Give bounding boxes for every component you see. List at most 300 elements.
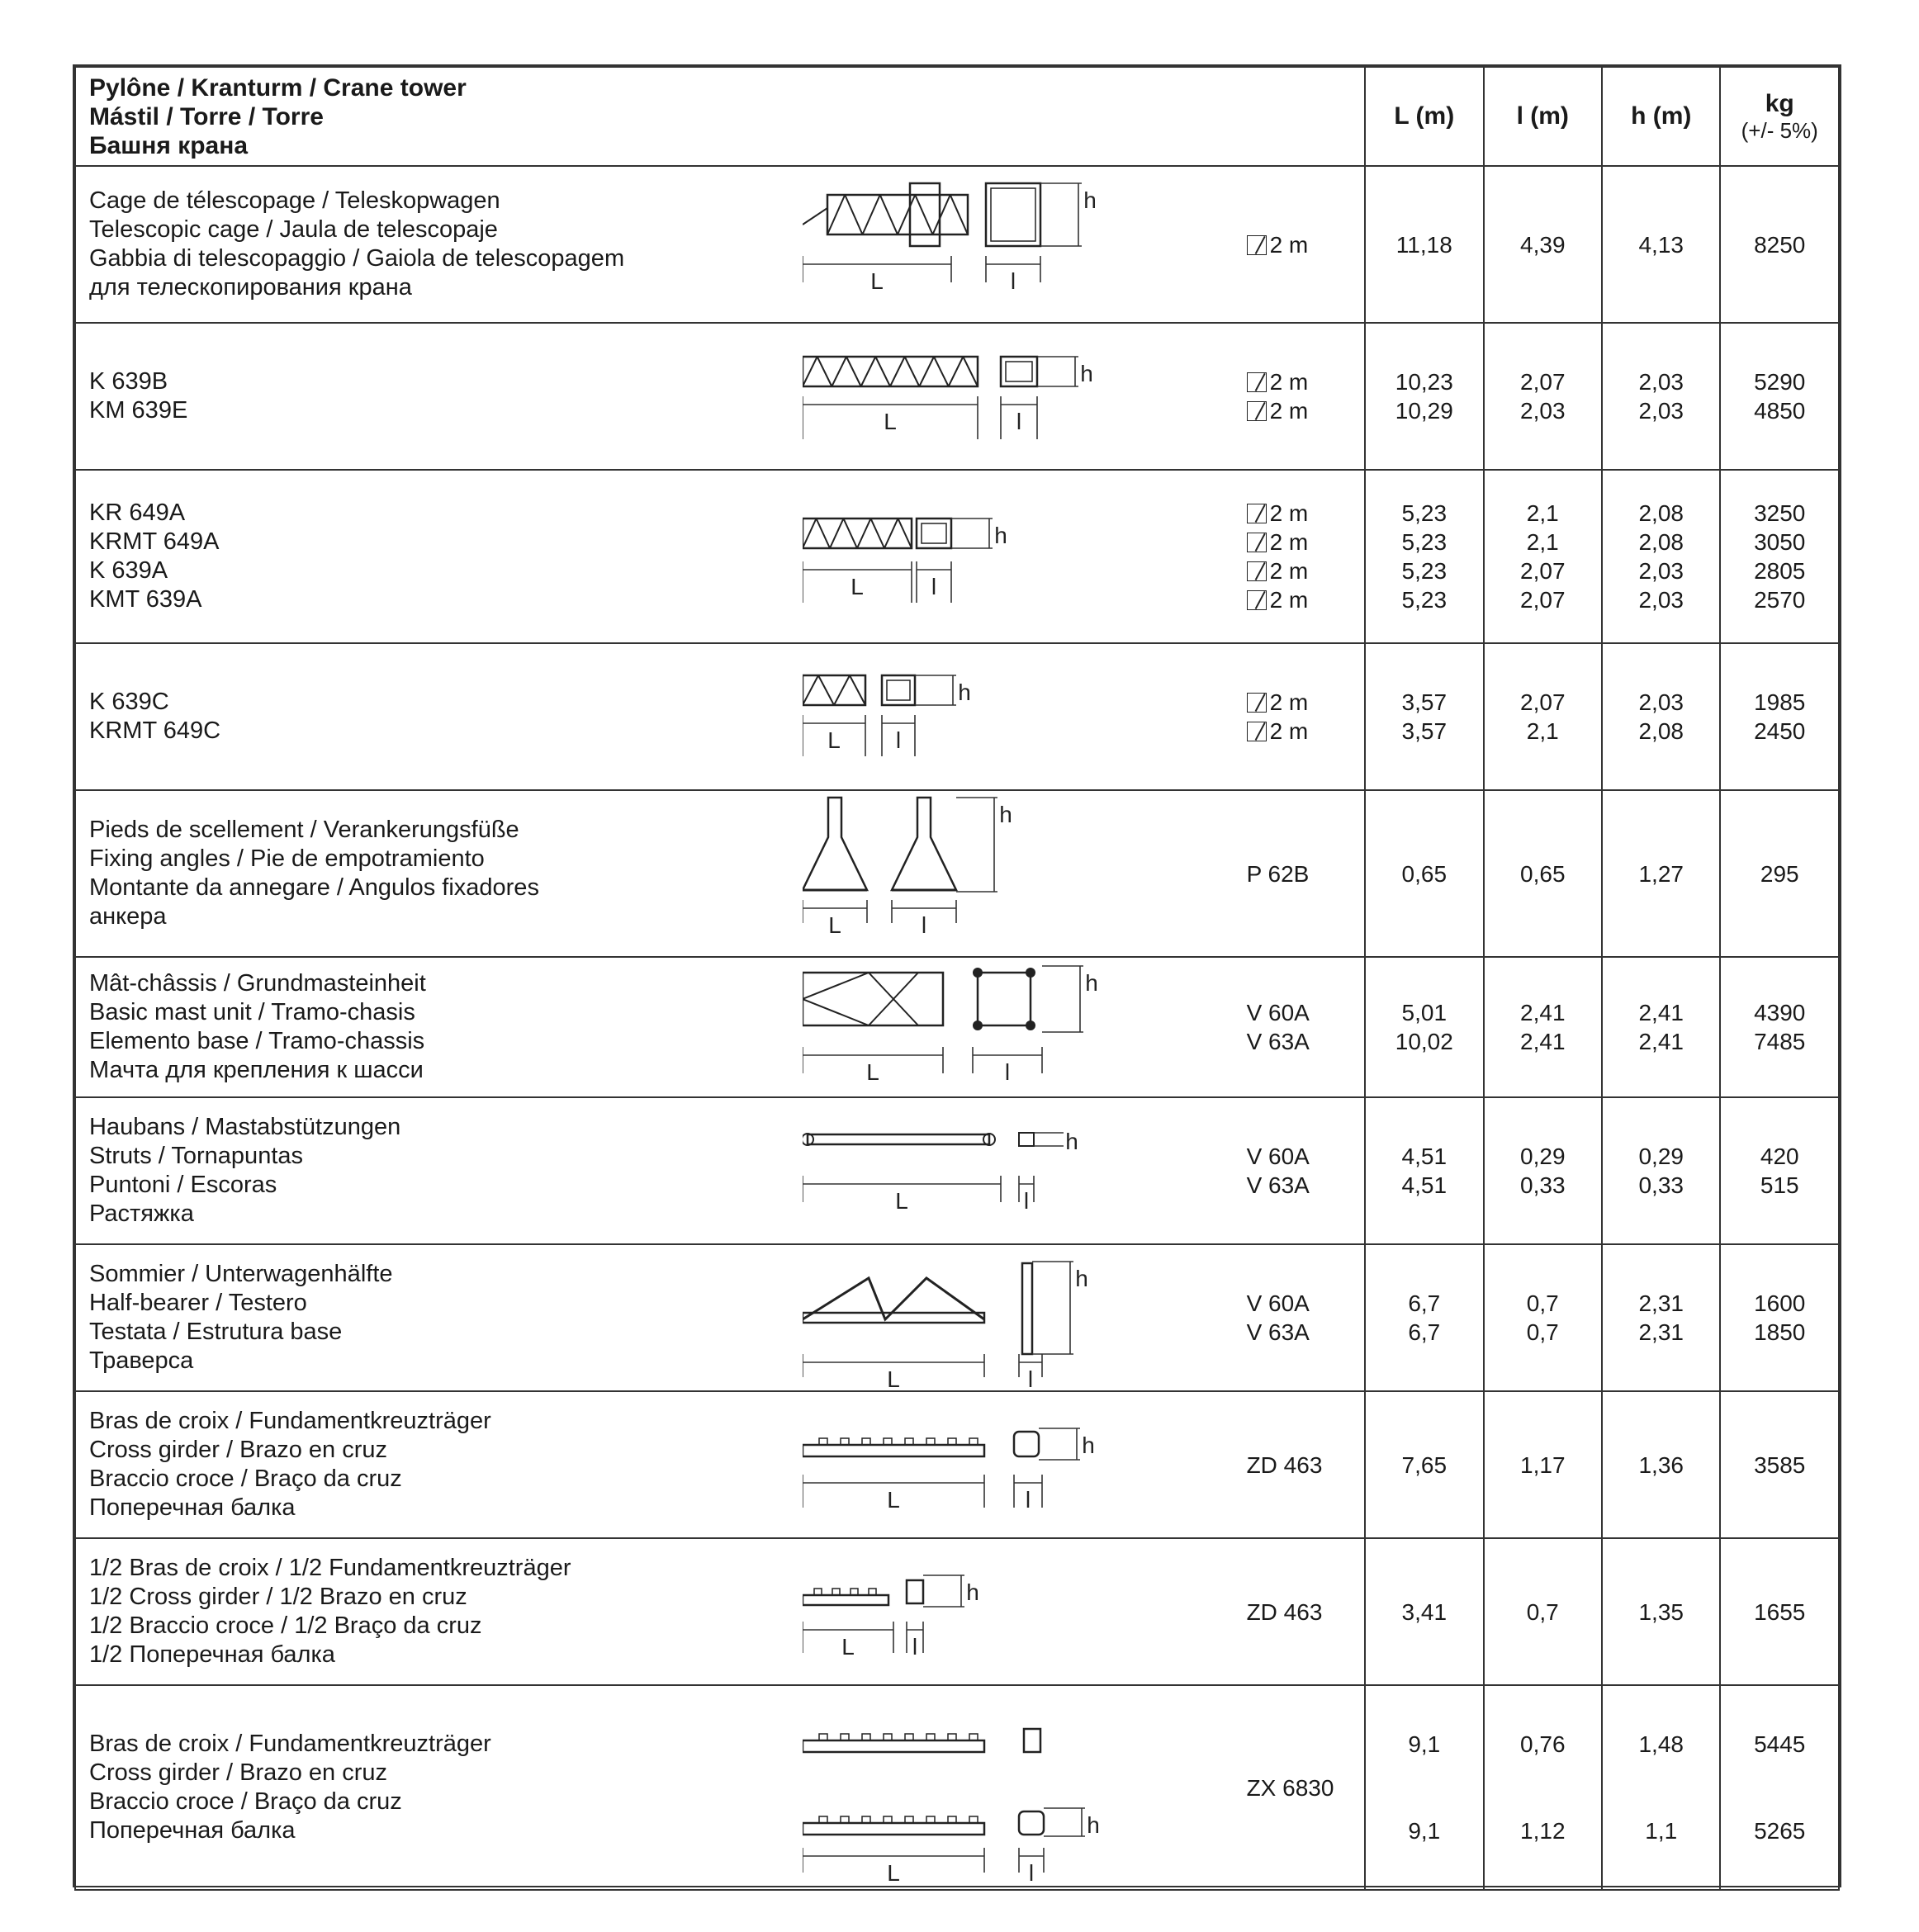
code-line [1247, 556, 1364, 585]
dim-label-L: L [887, 1487, 900, 1513]
description-line: Bras de croix / Fundamentkreuzträger [89, 1408, 491, 1434]
code-line [1247, 1171, 1364, 1200]
value-line: 3585 [1754, 1451, 1806, 1478]
value-line: 0,76 [1520, 1731, 1566, 1757]
code-text: 2 m [1269, 587, 1309, 613]
code-line [1247, 1598, 1364, 1627]
component-drawing [803, 324, 1240, 471]
description-line: K 639A [89, 557, 168, 584]
description-line: KRMT 649A [89, 528, 220, 555]
value-width [1484, 323, 1602, 470]
value-height [1602, 1685, 1720, 1890]
dim-label-h: h [1083, 187, 1097, 213]
description-line: Fixing angles / Pie de empotramiento [89, 845, 485, 872]
component-drawing [803, 167, 1240, 324]
value-line: 2,1 [1526, 718, 1559, 744]
value-line: 5,23 [1401, 587, 1448, 613]
dim-label-L: L [887, 1860, 900, 1886]
value-length [1365, 957, 1483, 1097]
dim-label-h: h [999, 802, 1012, 827]
table-row [75, 1538, 1839, 1685]
component-description [75, 470, 803, 643]
value-weight [1720, 1538, 1839, 1685]
table-row [75, 790, 1839, 957]
code-text: V 60A [1246, 1000, 1310, 1025]
value-line: 5265 [1754, 1818, 1806, 1844]
header-row [75, 67, 1839, 166]
drawing-cell [803, 470, 1245, 643]
component-description [75, 1097, 803, 1244]
value-line: 1,27 [1638, 860, 1684, 887]
code-text: P 62B [1246, 860, 1310, 887]
weight-tolerance: (+/- 5%) [1741, 117, 1818, 143]
dim-label-l: l [1023, 1188, 1030, 1214]
description-line: 1/2 Braccio croce / 1/2 Braço da cruz [89, 1612, 482, 1639]
value-line: 2,07 [1520, 689, 1566, 715]
description-line: Bras de croix / Fundamentkreuzträger [89, 1731, 491, 1757]
component-description [75, 1244, 803, 1391]
row-spacer [1485, 1759, 1601, 1816]
component-description [75, 166, 803, 323]
value-line: 4,51 [1401, 1144, 1448, 1169]
value-length [1365, 166, 1483, 323]
value-line: 8250 [1754, 231, 1806, 258]
value-line: 1,35 [1638, 1598, 1684, 1625]
table-row [75, 1097, 1839, 1244]
model-code [1245, 957, 1365, 1097]
value-length [1365, 1391, 1483, 1538]
description-line: 1/2 Поперечная балка [89, 1641, 335, 1668]
value-length [1365, 1685, 1483, 1890]
value-weight [1720, 1391, 1839, 1538]
table-row [75, 323, 1839, 470]
value-line: 1,36 [1638, 1451, 1684, 1478]
model-code [1245, 1391, 1365, 1538]
description-line: Cage de télescopage / Teleskopwagen [89, 187, 500, 214]
value-line: 1600 [1754, 1290, 1806, 1316]
code-line [1247, 1451, 1364, 1480]
description-line: Struts / Tornapuntas [89, 1143, 304, 1169]
value-length [1365, 323, 1483, 470]
col-header-weight [1720, 67, 1839, 166]
title-line: Mástil / Torre / Torre [89, 102, 324, 130]
section-square-icon [1247, 533, 1267, 552]
dim-label-h: h [1075, 1266, 1088, 1291]
description-line: Gabbia di telescopaggio / Gaiola de telescopagem [89, 245, 625, 272]
dim-label-l: l [912, 1634, 918, 1660]
value-line: 0,33 [1520, 1172, 1566, 1198]
value-line: 3250 [1754, 500, 1806, 526]
dim-label-L: L [828, 912, 841, 938]
row-spacer [1366, 1759, 1482, 1816]
value-line: 2,1 [1526, 529, 1559, 555]
table-row [75, 643, 1839, 790]
component-description [75, 1685, 803, 1890]
dim-label-L: L [866, 1059, 879, 1085]
description-line: Telescopic cage / Jaula de telescopaje [89, 216, 498, 243]
value-line: 3050 [1754, 529, 1806, 555]
row-spacer [1603, 1759, 1719, 1816]
value-line: 7485 [1754, 1029, 1806, 1054]
code-line [1247, 396, 1364, 425]
value-line: 7,65 [1401, 1451, 1448, 1478]
value-line: 0,7 [1526, 1598, 1559, 1625]
dim-label-L: L [827, 727, 841, 753]
value-width [1484, 166, 1602, 323]
value-line: 1,1 [1645, 1818, 1678, 1844]
value-length [1365, 1538, 1483, 1685]
value-line: 10,29 [1395, 398, 1453, 424]
section-square-icon [1247, 372, 1267, 392]
table-row [75, 166, 1839, 323]
value-height [1602, 1391, 1720, 1538]
description-line: 1/2 Cross girder / 1/2 Brazo en cruz [89, 1584, 467, 1610]
value-height [1602, 1244, 1720, 1391]
value-line: 0,65 [1520, 860, 1566, 887]
code-line [1247, 230, 1364, 259]
value-line: 2,03 [1638, 558, 1684, 584]
value-length [1365, 470, 1483, 643]
model-code [1245, 643, 1365, 790]
section-square-icon [1247, 722, 1267, 741]
dim-label-L: L [895, 1188, 908, 1214]
value-line: 0,29 [1520, 1144, 1566, 1169]
value-weight [1720, 790, 1839, 957]
value-line: 6,7 [1408, 1319, 1441, 1345]
value-weight [1720, 1685, 1839, 1890]
dim-label-l: l [1004, 1059, 1011, 1085]
value-line: 10,02 [1395, 1029, 1453, 1054]
code-text: 2 m [1269, 231, 1309, 258]
description-line: Sommier / Unterwagenhälfte [89, 1261, 393, 1287]
value-width [1484, 470, 1602, 643]
description-line: Поперечная балка [89, 1494, 296, 1521]
component-drawing [803, 644, 1240, 791]
value-line: 515 [1760, 1172, 1799, 1198]
component-description [75, 1538, 803, 1685]
model-code [1245, 790, 1365, 957]
value-height [1602, 166, 1720, 323]
value-line: 5,23 [1401, 558, 1448, 584]
description-line: Braccio croce / Braço da cruz [89, 1466, 402, 1492]
description-line: K 639B [89, 368, 168, 395]
drawing-cell [803, 323, 1245, 470]
dim-label-h: h [1080, 361, 1093, 386]
value-line: 2,1 [1526, 500, 1559, 526]
value-line: 2,41 [1638, 1000, 1684, 1025]
description-line: Cross girder / Brazo en cruz [89, 1759, 388, 1786]
dim-label-L: L [884, 409, 897, 434]
component-drawing [803, 1245, 1240, 1392]
description-line: Montante da annegare / Angulos fixadores [89, 874, 539, 901]
section-square-icon [1247, 235, 1267, 255]
table-title [75, 67, 803, 166]
description-line: анкера [89, 903, 167, 930]
value-line: 2,03 [1638, 398, 1684, 424]
value-line: 1655 [1754, 1598, 1806, 1625]
value-height [1602, 323, 1720, 470]
model-code [1245, 1097, 1365, 1244]
value-weight [1720, 643, 1839, 790]
value-line: 2,07 [1520, 369, 1566, 395]
value-line: 2,31 [1638, 1319, 1684, 1345]
code-line [1247, 717, 1364, 746]
component-description [75, 790, 803, 957]
model-code [1245, 1244, 1365, 1391]
model-code [1245, 166, 1365, 323]
model-code [1245, 1685, 1365, 1890]
model-code [1245, 470, 1365, 643]
dim-label-l: l [1016, 409, 1022, 434]
value-height [1602, 957, 1720, 1097]
value-width [1484, 1244, 1602, 1391]
value-width [1484, 790, 1602, 957]
table-row [75, 957, 1839, 1097]
code-text: ZD 463 [1246, 1451, 1323, 1478]
dim-label-h: h [994, 523, 1007, 548]
row-spacer [1721, 1759, 1838, 1816]
value-line: 2,03 [1638, 587, 1684, 613]
value-line: 1,12 [1520, 1818, 1566, 1844]
value-width [1484, 957, 1602, 1097]
value-line: 2,31 [1638, 1290, 1684, 1316]
value-width [1484, 1391, 1602, 1538]
value-line: 0,65 [1401, 860, 1448, 887]
model-code [1245, 323, 1365, 470]
description-line: KRMT 649C [89, 717, 221, 744]
dim-label-L: L [887, 1366, 900, 1392]
value-line: 3,41 [1401, 1598, 1448, 1625]
value-width [1484, 643, 1602, 790]
description-line: Testata / Estrutura base [89, 1319, 343, 1345]
value-length [1365, 790, 1483, 957]
description-line: Haubans / Mastabstützungen [89, 1114, 401, 1140]
code-text: 2 m [1269, 558, 1309, 584]
drawing-cell [803, 957, 1245, 1097]
value-line: 1,17 [1520, 1451, 1566, 1478]
value-line: 2805 [1754, 558, 1806, 584]
value-width [1484, 1685, 1602, 1890]
value-line: 0,7 [1526, 1290, 1559, 1316]
header-blank [1245, 67, 1365, 166]
description-line: Puntoni / Escoras [89, 1172, 277, 1198]
table-row [75, 1244, 1839, 1391]
code-line [1247, 1027, 1364, 1056]
drawing-cell [803, 790, 1245, 957]
value-line: 5,23 [1401, 529, 1448, 555]
description-line: Траверса [89, 1347, 194, 1374]
value-height [1602, 790, 1720, 957]
col-header-height: h (m) [1602, 67, 1720, 166]
value-height [1602, 1097, 1720, 1244]
value-line: 10,23 [1395, 369, 1453, 395]
component-drawing [803, 1392, 1240, 1539]
code-line [1247, 688, 1364, 717]
value-line: 3,57 [1401, 718, 1448, 744]
value-length [1365, 1097, 1483, 1244]
code-line [1247, 998, 1364, 1027]
value-line: 2,03 [1520, 398, 1566, 424]
value-line: 295 [1760, 860, 1799, 887]
dim-label-L: L [851, 574, 864, 599]
code-text: ZX 6830 [1246, 1774, 1334, 1801]
value-line: 4,13 [1638, 231, 1684, 258]
value-line: 2,07 [1520, 558, 1566, 584]
col-header-width: l (m) [1484, 67, 1602, 166]
code-text: 2 m [1269, 500, 1309, 526]
value-line: 3,57 [1401, 689, 1448, 715]
dim-label-L: L [870, 268, 884, 294]
code-line [1247, 1318, 1364, 1347]
value-line: 5290 [1754, 369, 1806, 395]
code-line [1247, 1289, 1364, 1318]
description-line: для телескопирования крана [89, 274, 412, 301]
value-line: 4,51 [1401, 1172, 1448, 1198]
value-line: 0,33 [1638, 1172, 1684, 1198]
value-line: 9,1 [1408, 1818, 1441, 1844]
value-line: 5445 [1754, 1731, 1806, 1757]
drawing-cell [803, 1538, 1245, 1685]
section-square-icon [1247, 693, 1267, 713]
drawing-cell [803, 166, 1245, 323]
component-description [75, 1391, 803, 1538]
col-header-length: L (m) [1365, 67, 1483, 166]
code-text: V 63A [1246, 1029, 1310, 1054]
value-line: 2,08 [1638, 500, 1684, 526]
dim-label-l: l [1025, 1487, 1031, 1513]
value-length [1365, 1244, 1483, 1391]
code-text: 2 m [1269, 398, 1309, 424]
component-table-frame [73, 64, 1841, 1887]
value-line: 2,07 [1520, 587, 1566, 613]
description-line: KM 639E [89, 397, 188, 424]
component-description [75, 643, 803, 790]
value-weight [1720, 957, 1839, 1097]
value-line: 1985 [1754, 689, 1806, 715]
description-line: Half-bearer / Testero [89, 1290, 307, 1316]
description-line: KMT 639A [89, 586, 202, 613]
component-description [75, 323, 803, 470]
code-line [1247, 1142, 1364, 1171]
dim-label-l: l [1027, 1366, 1034, 1392]
value-line: 4390 [1754, 1000, 1806, 1025]
dim-label-l: l [1010, 268, 1016, 294]
description-line: Mât-châssis / Grundmasteinheit [89, 970, 426, 997]
section-square-icon [1247, 401, 1267, 421]
dim-label-h: h [958, 680, 971, 705]
value-line: 2,03 [1638, 689, 1684, 715]
description-line: Растяжка [89, 1200, 194, 1227]
title-line: Башня крана [89, 131, 249, 159]
value-line: 5,23 [1401, 500, 1448, 526]
value-line: 1,48 [1638, 1731, 1684, 1757]
code-text: V 60A [1246, 1144, 1310, 1169]
value-width [1484, 1538, 1602, 1685]
value-weight [1720, 323, 1839, 470]
description-line: 1/2 Bras de croix / 1/2 Fundamentkreuzträger [89, 1555, 571, 1581]
drawing-cell [803, 1391, 1245, 1538]
header-blank [803, 67, 1245, 166]
value-line: 5,01 [1401, 1000, 1448, 1025]
code-text: V 63A [1246, 1172, 1310, 1198]
component-drawing [803, 471, 1240, 644]
code-line [1247, 499, 1364, 528]
value-line: 11,18 [1395, 231, 1452, 258]
drawing-cell [803, 643, 1245, 790]
code-line [1247, 1773, 1364, 1802]
code-text: 2 m [1269, 718, 1309, 744]
value-line: 2,41 [1520, 1029, 1566, 1054]
component-drawing [803, 1539, 1240, 1686]
value-line: 2570 [1754, 587, 1806, 613]
value-line: 4850 [1754, 398, 1806, 424]
value-line: 2,41 [1638, 1029, 1684, 1054]
section-square-icon [1247, 561, 1267, 581]
title-line: Pylône / Kranturm / Crane tower [89, 73, 467, 102]
value-length [1365, 643, 1483, 790]
value-line: 420 [1760, 1144, 1799, 1169]
table-row [75, 1685, 1839, 1890]
value-line: 0,7 [1526, 1319, 1559, 1345]
table-row [75, 1391, 1839, 1538]
description-line: Pieds de scellement / Verankerungsfüße [89, 817, 519, 843]
component-description [75, 957, 803, 1097]
value-weight [1720, 470, 1839, 643]
model-code [1245, 1538, 1365, 1685]
value-line: 0,29 [1638, 1144, 1684, 1169]
dim-label-h: h [966, 1579, 979, 1605]
value-line: 2450 [1754, 718, 1806, 744]
code-text: V 60A [1246, 1290, 1310, 1316]
section-square-icon [1247, 590, 1267, 610]
value-width [1484, 1097, 1602, 1244]
dim-label-h: h [1085, 970, 1098, 996]
drawing-cell [803, 1685, 1245, 1890]
component-drawing [803, 1098, 1240, 1245]
table-row [75, 470, 1839, 643]
value-height [1602, 1538, 1720, 1685]
description-line: Basic mast unit / Tramo-chasis [89, 999, 415, 1025]
dim-label-l: l [921, 912, 927, 938]
code-text: 2 m [1269, 369, 1309, 395]
value-line: 4,39 [1520, 231, 1566, 258]
code-text: ZD 463 [1246, 1598, 1323, 1625]
dim-label-h: h [1065, 1129, 1078, 1154]
description-line: Elemento base / Tramo-chassis [89, 1028, 425, 1054]
value-weight [1720, 1244, 1839, 1391]
dim-label-L: L [841, 1634, 855, 1660]
value-line: 1850 [1754, 1319, 1806, 1345]
component-drawing [803, 958, 1240, 1098]
value-line: 2,41 [1520, 1000, 1566, 1025]
component-drawing [803, 1686, 1240, 1891]
dim-label-l: l [1028, 1860, 1035, 1886]
code-text: 2 m [1269, 689, 1309, 715]
code-line [1247, 367, 1364, 396]
value-line: 6,7 [1408, 1290, 1441, 1316]
dim-label-h: h [1087, 1812, 1100, 1838]
weight-unit: kg [1765, 89, 1794, 117]
value-weight [1720, 1097, 1839, 1244]
code-line [1247, 585, 1364, 614]
description-line: Cross girder / Brazo en cruz [89, 1437, 388, 1463]
dim-label-l: l [895, 727, 902, 753]
code-line [1247, 859, 1364, 888]
value-weight [1720, 166, 1839, 323]
description-line: Мачта для крепления к шасси [89, 1057, 424, 1083]
description-line: Поперечная балка [89, 1817, 296, 1844]
drawing-cell [803, 1244, 1245, 1391]
